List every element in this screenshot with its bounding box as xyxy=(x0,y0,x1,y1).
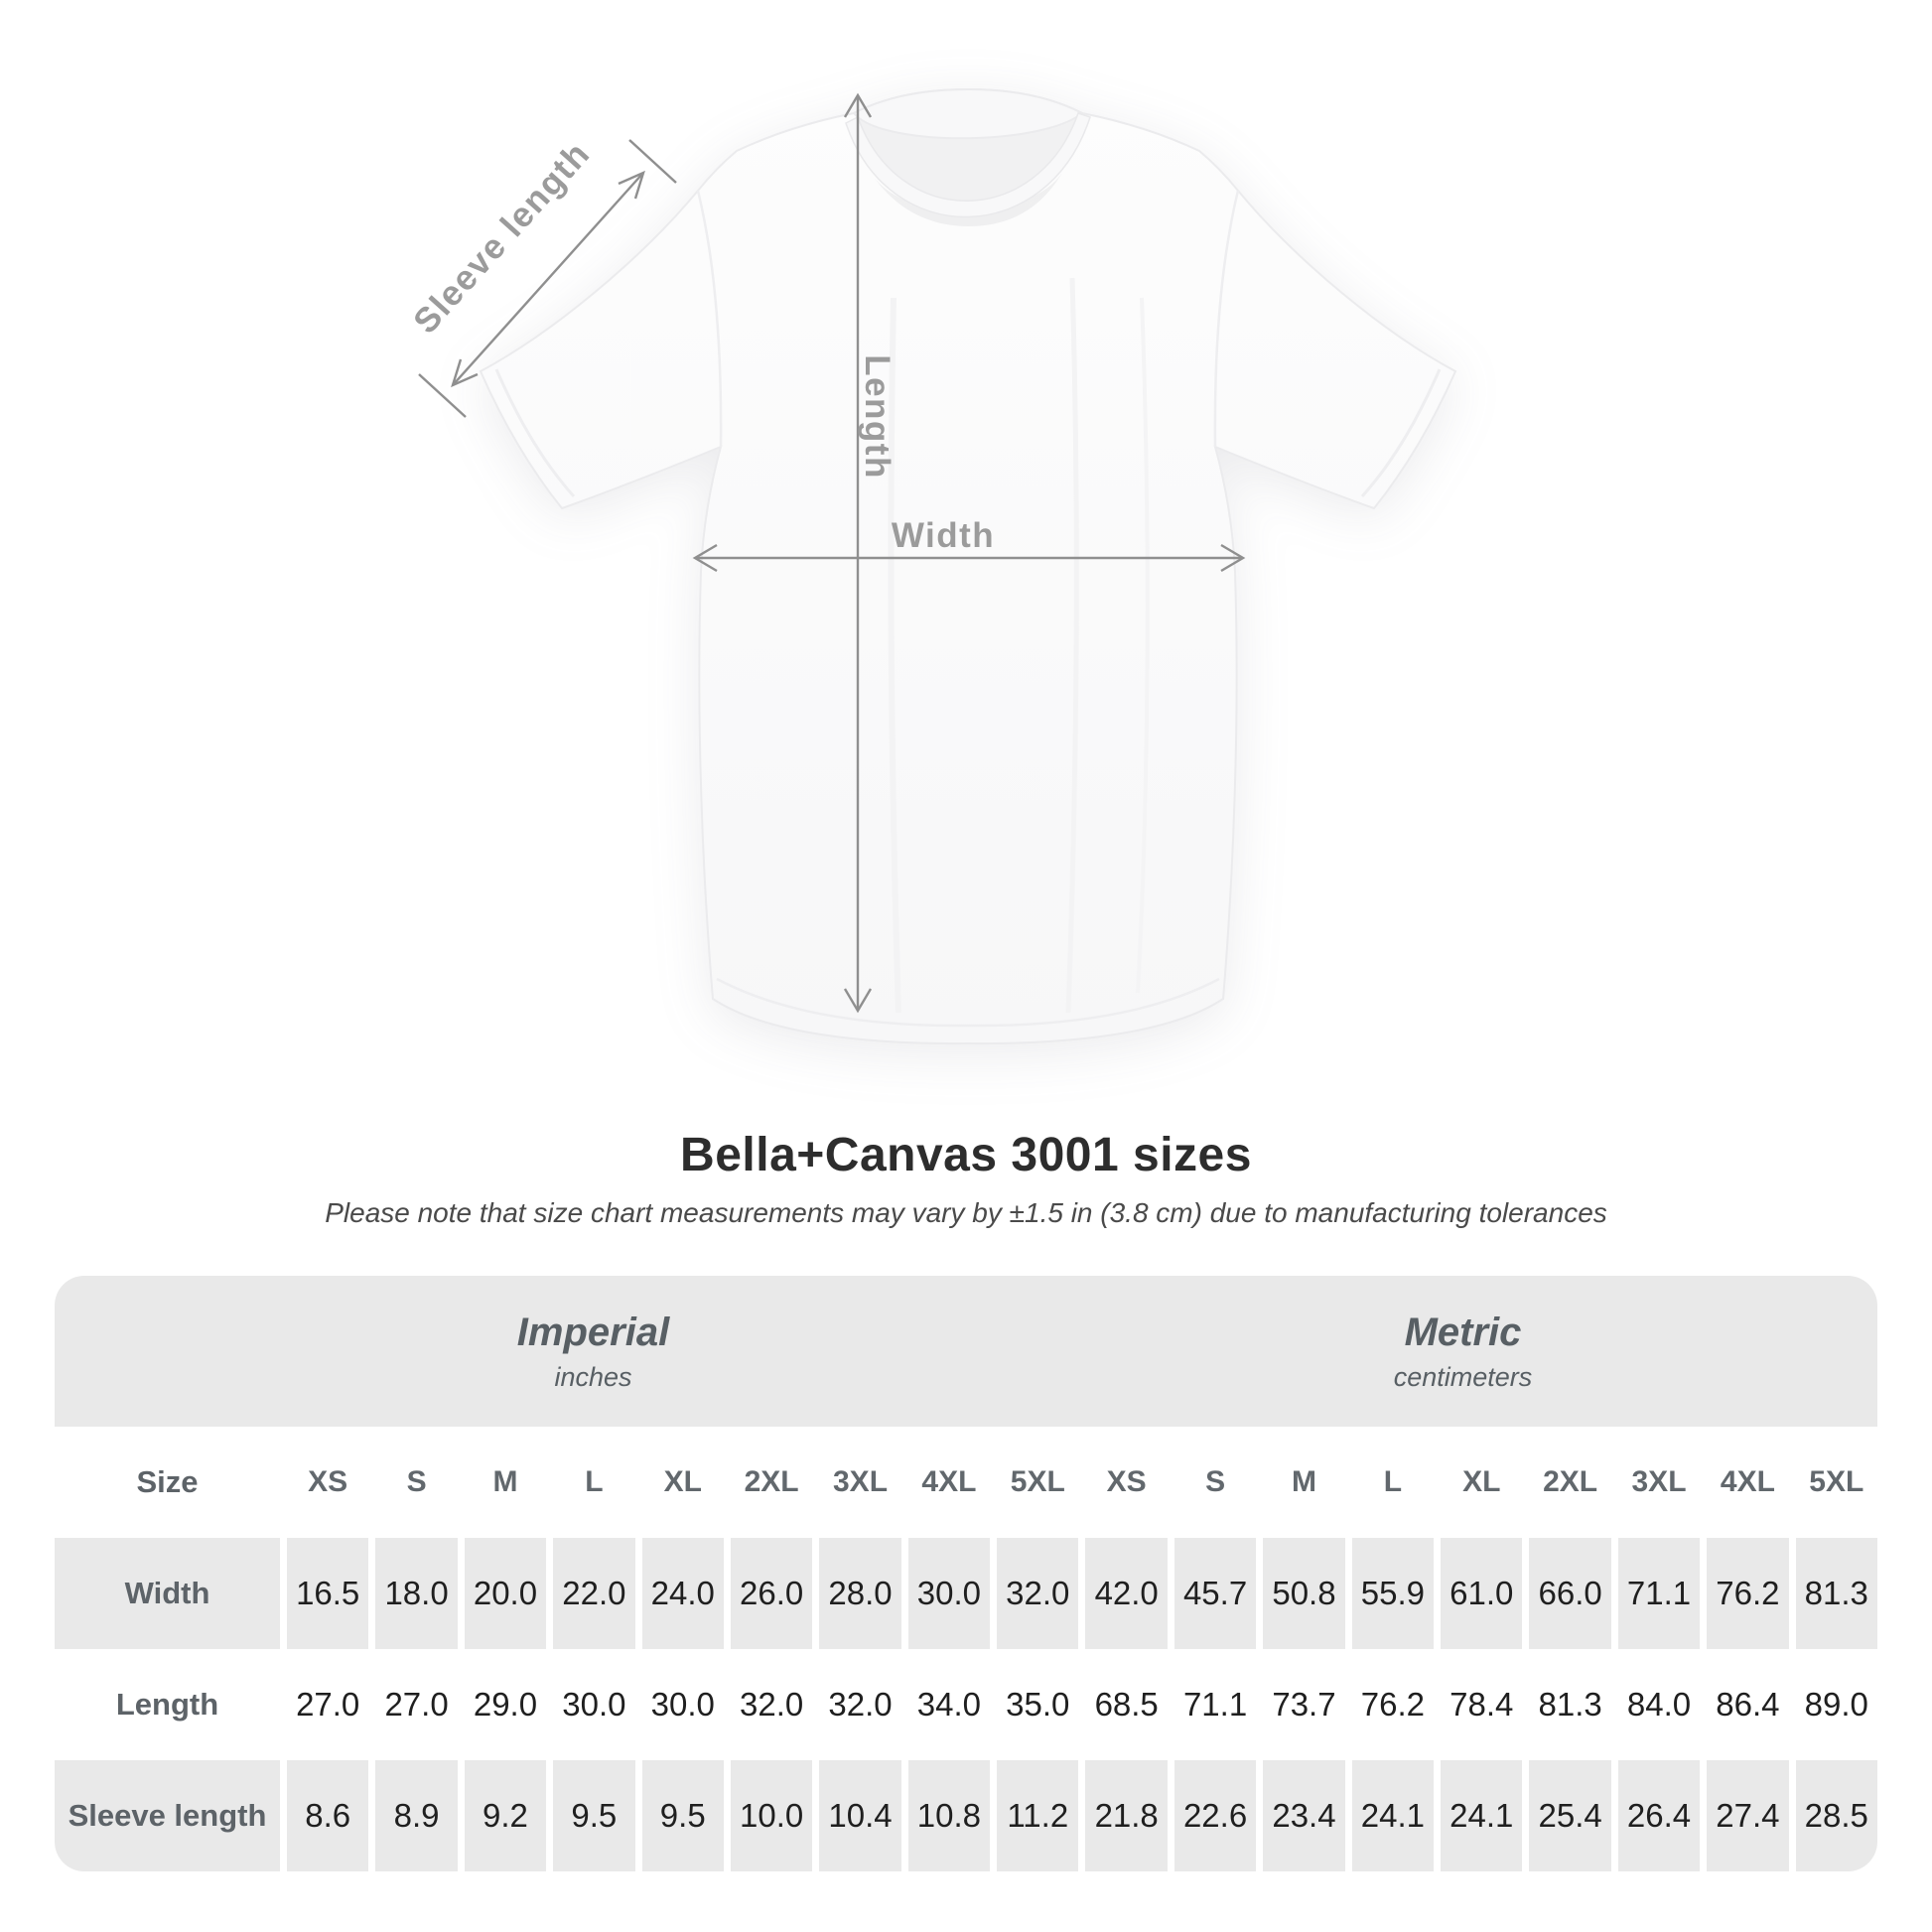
measurement-value: 28.5 xyxy=(1796,1760,1877,1871)
measurement-value: 45.7 xyxy=(1174,1538,1256,1649)
page-title: Bella+Canvas 3001 sizes xyxy=(680,1129,1252,1181)
size-col-header: L xyxy=(1352,1427,1434,1538)
measurement-value: 27.0 xyxy=(287,1649,368,1760)
row-label: Length xyxy=(55,1649,280,1760)
size-col-header: M xyxy=(1263,1427,1344,1538)
size-col-header: XS xyxy=(287,1427,368,1538)
table-row-width xyxy=(55,1538,1877,1649)
measurement-value: 81.3 xyxy=(1796,1538,1877,1649)
size-col-header: 2XL xyxy=(731,1427,812,1538)
measurement-value: 76.2 xyxy=(1352,1649,1434,1760)
size-col-header: 4XL xyxy=(908,1427,990,1538)
measurement-value: 8.6 xyxy=(287,1760,368,1871)
imperial-unit: inches xyxy=(554,1361,632,1392)
measurement-value: 78.4 xyxy=(1441,1649,1522,1760)
row-label: Width xyxy=(55,1538,280,1649)
measurement-value: 10.0 xyxy=(731,1760,812,1871)
measurement-value: 34.0 xyxy=(908,1649,990,1760)
measurement-value: 61.0 xyxy=(1441,1538,1522,1649)
corner-label: Size xyxy=(55,1427,280,1538)
size-table xyxy=(55,1276,1877,1871)
measurement-value: 9.5 xyxy=(642,1760,724,1871)
width-label: Width xyxy=(891,516,996,555)
measurement-value: 29.0 xyxy=(465,1649,546,1760)
measurement-value: 89.0 xyxy=(1796,1649,1877,1760)
measurement-value: 32.0 xyxy=(731,1649,812,1760)
size-col-header: 3XL xyxy=(819,1427,900,1538)
measurement-value: 21.8 xyxy=(1085,1760,1167,1871)
measurement-value: 30.0 xyxy=(553,1649,634,1760)
measurement-value: 26.4 xyxy=(1618,1760,1700,1871)
size-col-header: L xyxy=(553,1427,634,1538)
size-col-header: XL xyxy=(642,1427,724,1538)
measurement-value: 28.0 xyxy=(819,1538,900,1649)
size-col-header: XL xyxy=(1441,1427,1522,1538)
size-col-header: 5XL xyxy=(997,1427,1078,1538)
measurement-value: 11.2 xyxy=(997,1760,1078,1871)
measurement-value: 32.0 xyxy=(819,1649,900,1760)
measurement-value: 20.0 xyxy=(465,1538,546,1649)
size-col-header: M xyxy=(465,1427,546,1538)
length-label: Length xyxy=(858,354,897,480)
measurement-value: 50.8 xyxy=(1263,1538,1344,1649)
measurement-value: 35.0 xyxy=(997,1649,1078,1760)
measurement-value: 23.4 xyxy=(1263,1760,1344,1871)
measurement-value: 86.4 xyxy=(1707,1649,1788,1760)
table-row-sizes xyxy=(55,1427,1877,1538)
measurement-value: 26.0 xyxy=(731,1538,812,1649)
metric-group-header xyxy=(1084,1276,1877,1427)
metric-unit: centimeters xyxy=(1393,1361,1533,1392)
measurement-value: 9.5 xyxy=(553,1760,634,1871)
measurement-value: 24.1 xyxy=(1352,1760,1434,1871)
imperial-group-header xyxy=(55,1276,1084,1427)
measurement-value: 9.2 xyxy=(465,1760,546,1871)
measurement-value: 24.0 xyxy=(642,1538,724,1649)
measurement-value: 71.1 xyxy=(1174,1649,1256,1760)
measurement-value: 66.0 xyxy=(1529,1538,1610,1649)
measurement-value: 22.0 xyxy=(553,1538,634,1649)
measurement-value: 73.7 xyxy=(1263,1649,1344,1760)
tolerance-note: Please note that size chart measurements may vary by ±1.5 in (3.8 cm) due to manufacturing tolerances xyxy=(325,1197,1607,1228)
metric-title: Metric xyxy=(1404,1310,1522,1354)
row-label: Sleeve length xyxy=(55,1760,280,1871)
measurement-value: 22.6 xyxy=(1174,1760,1256,1871)
measurement-value: 81.3 xyxy=(1529,1649,1610,1760)
measurement-value: 10.8 xyxy=(908,1760,990,1871)
measurement-value: 25.4 xyxy=(1529,1760,1610,1871)
measurement-value: 84.0 xyxy=(1618,1649,1700,1760)
measurement-value: 27.0 xyxy=(375,1649,457,1760)
measurement-value: 27.4 xyxy=(1707,1760,1788,1871)
size-col-header: S xyxy=(1174,1427,1256,1538)
measurement-value: 24.1 xyxy=(1441,1760,1522,1871)
measurement-value: 10.4 xyxy=(819,1760,900,1871)
measurement-value: 18.0 xyxy=(375,1538,457,1649)
tshirt-illustration xyxy=(481,89,1455,1043)
size-col-header: S xyxy=(375,1427,457,1538)
measurement-value: 42.0 xyxy=(1085,1538,1167,1649)
unit-group-header xyxy=(55,1276,1877,1427)
size-col-header: 4XL xyxy=(1707,1427,1788,1538)
size-col-header: XS xyxy=(1085,1427,1167,1538)
table-row-length xyxy=(55,1649,1877,1760)
size-col-header: 2XL xyxy=(1529,1427,1610,1538)
size-col-header: 3XL xyxy=(1618,1427,1700,1538)
table-row-sleeve-length xyxy=(55,1760,1877,1871)
measurement-value: 8.9 xyxy=(375,1760,457,1871)
measurement-value: 68.5 xyxy=(1085,1649,1167,1760)
size-col-header: 5XL xyxy=(1796,1427,1877,1538)
measurement-value: 16.5 xyxy=(287,1538,368,1649)
measurement-value: 30.0 xyxy=(908,1538,990,1649)
measurement-value: 30.0 xyxy=(642,1649,724,1760)
measurement-value: 55.9 xyxy=(1352,1538,1434,1649)
sleeve-length-label: Sleeve length xyxy=(405,134,598,342)
measurement-value: 71.1 xyxy=(1618,1538,1700,1649)
measurement-value: 32.0 xyxy=(997,1538,1078,1649)
measurement-value: 76.2 xyxy=(1707,1538,1788,1649)
imperial-title: Imperial xyxy=(516,1310,670,1354)
